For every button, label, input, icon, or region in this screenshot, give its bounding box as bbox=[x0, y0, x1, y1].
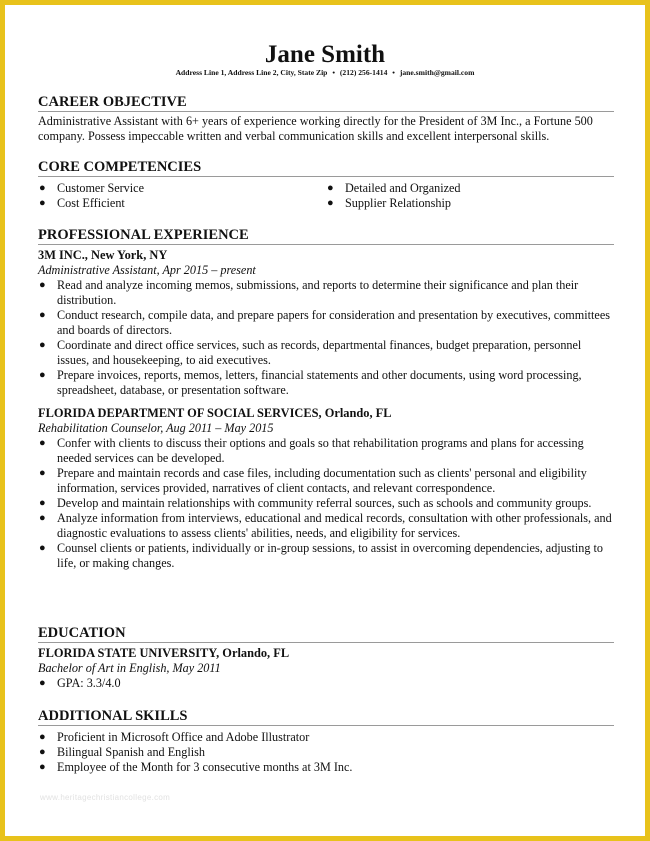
bullet-icon: ● bbox=[39, 437, 46, 449]
bullet-icon: ● bbox=[39, 182, 46, 194]
list-item bbox=[38, 676, 614, 691]
job-bullets bbox=[38, 278, 614, 398]
contact-address: Address Line 1, Address Line 2, City, State Zip bbox=[175, 68, 328, 77]
section-title: CAREER OBJECTIVE bbox=[38, 94, 614, 112]
list-item bbox=[38, 338, 614, 368]
list-item-text: Prepare and maintain records and case files, including documentation such as clients' personal and eligibility information, services provided, narratives of client contacts, and relevant correspondence. bbox=[57, 466, 587, 495]
bullet-icon: ● bbox=[327, 197, 334, 209]
resume-page bbox=[5, 5, 645, 836]
section-core-competencies bbox=[38, 159, 614, 211]
list-item-text: Bilingual Spanish and English bbox=[57, 745, 205, 759]
section-additional-skills bbox=[38, 708, 614, 775]
competencies-columns bbox=[38, 181, 614, 211]
list-item-text: Coordinate and direct office services, such as records, departmental finances, budget preparation, personnel issues, and housekeeping, to aid executives. bbox=[57, 338, 582, 367]
resume-name: Jane Smith bbox=[264, 41, 386, 68]
bullet-icon: ● bbox=[39, 497, 46, 509]
job-role: Administrative Assistant, Apr 2015 – present bbox=[38, 263, 256, 277]
list-item bbox=[38, 278, 614, 308]
bullet-icon: ● bbox=[39, 467, 46, 479]
section-career-objective bbox=[38, 94, 614, 144]
job-role: Rehabilitation Counselor, Aug 2011 – May 2015 bbox=[38, 421, 274, 435]
bullet-icon: ● bbox=[39, 746, 46, 758]
list-item bbox=[38, 745, 614, 760]
list-item-text: Employee of the Month for 3 consecutive months at 3M Inc. bbox=[57, 760, 353, 774]
list-item bbox=[326, 196, 614, 211]
job-bullets bbox=[38, 436, 614, 571]
education-bullets bbox=[38, 676, 614, 691]
contact-phone: (212) 256-1414 bbox=[339, 68, 388, 77]
list-item bbox=[38, 730, 614, 745]
list-item bbox=[38, 496, 614, 511]
objective-text: Administrative Assistant with 6+ years of experience working directly for the President of 3M Inc., a Fortune 500 company. Possess impeccable written and verbal communication skills and excellent interpersonal skills. bbox=[38, 114, 593, 143]
list-item-text: Develop and maintain relationships with community referral sources, such as schools and community groups. bbox=[57, 496, 592, 510]
bullet-icon: ● bbox=[39, 339, 46, 351]
list-item bbox=[38, 436, 614, 466]
competencies-col-2 bbox=[326, 181, 614, 211]
skills-bullets bbox=[38, 730, 614, 775]
section-title: CORE COMPETENCIES bbox=[38, 159, 614, 177]
job-organization: FLORIDA DEPARTMENT OF SOCIAL SERVICES, Orlando, FL bbox=[38, 406, 392, 420]
list-item-text: Proficient in Microsoft Office and Adobe Illustrator bbox=[57, 730, 310, 744]
bullet-icon: ● bbox=[39, 731, 46, 743]
bullet-icon: ● bbox=[39, 369, 46, 381]
list-item-text: Supplier Relationship bbox=[345, 196, 451, 210]
section-title: PROFESSIONAL EXPERIENCE bbox=[38, 227, 614, 245]
bullet-icon: ● bbox=[39, 279, 46, 291]
list-item-text: Counsel clients or patients, individually or in-group sessions, to assist in overcoming dependencies, adjusting to life, or making changes. bbox=[57, 541, 603, 570]
list-item bbox=[38, 196, 326, 211]
section-title: ADDITIONAL SKILLS bbox=[38, 708, 614, 726]
watermark-text: www.heritagechristiancollege.com bbox=[40, 793, 171, 802]
contact-separator: • bbox=[392, 68, 395, 77]
list-item bbox=[38, 466, 614, 496]
bullet-icon: ● bbox=[39, 309, 46, 321]
list-item-text: Read and analyze incoming memos, submissions, and reports to determine their significance and plan their distribution. bbox=[57, 278, 579, 307]
section-professional-experience bbox=[38, 227, 614, 571]
list-item-text: GPA: 3.3/4.0 bbox=[57, 676, 121, 690]
list-item-text: Detailed and Organized bbox=[345, 181, 461, 195]
job-organization: 3M INC., New York, NY bbox=[38, 248, 168, 262]
bullet-icon: ● bbox=[39, 677, 46, 689]
list-item bbox=[38, 181, 326, 196]
contact-line bbox=[5, 68, 645, 78]
list-item-text: Prepare invoices, reports, memos, letters, financial statements and other documents, using word processing, spreadsheet, database, or presentation software. bbox=[57, 368, 582, 397]
list-item bbox=[38, 760, 614, 775]
bullet-icon: ● bbox=[39, 197, 46, 209]
list-item bbox=[38, 541, 614, 571]
list-item-text: Conduct research, compile data, and prepare papers for consideration and presentation by executives, committees and boards of directors. bbox=[57, 308, 610, 337]
list-item-text: Analyze information from interviews, educational and medical records, consultation with other professionals, and diagnostic evaluations to assess clients' abilities, needs, and eligibility for services. bbox=[57, 511, 612, 540]
education-degree: Bachelor of Art in English, May 2011 bbox=[38, 661, 221, 675]
contact-separator: • bbox=[332, 68, 335, 77]
section-education bbox=[38, 625, 614, 691]
list-item bbox=[38, 308, 614, 338]
contact-email: jane.smith@gmail.com bbox=[399, 68, 475, 77]
list-item bbox=[38, 368, 614, 398]
list-item bbox=[38, 511, 614, 541]
education-school: FLORIDA STATE UNIVERSITY, Orlando, FL bbox=[38, 646, 290, 660]
list-item-text: Confer with clients to discuss their options and goals so that rehabilitation programs and plans for accessing needed services can be developed. bbox=[57, 436, 584, 465]
bullet-icon: ● bbox=[39, 512, 46, 524]
bullet-icon: ● bbox=[39, 542, 46, 554]
bullet-icon: ● bbox=[39, 761, 46, 773]
competencies-col-1 bbox=[38, 181, 326, 211]
list-item-text: Cost Efficient bbox=[57, 196, 125, 210]
bullet-icon: ● bbox=[327, 182, 334, 194]
list-item bbox=[326, 181, 614, 196]
list-item-text: Customer Service bbox=[57, 181, 144, 195]
section-title: EDUCATION bbox=[38, 625, 614, 643]
